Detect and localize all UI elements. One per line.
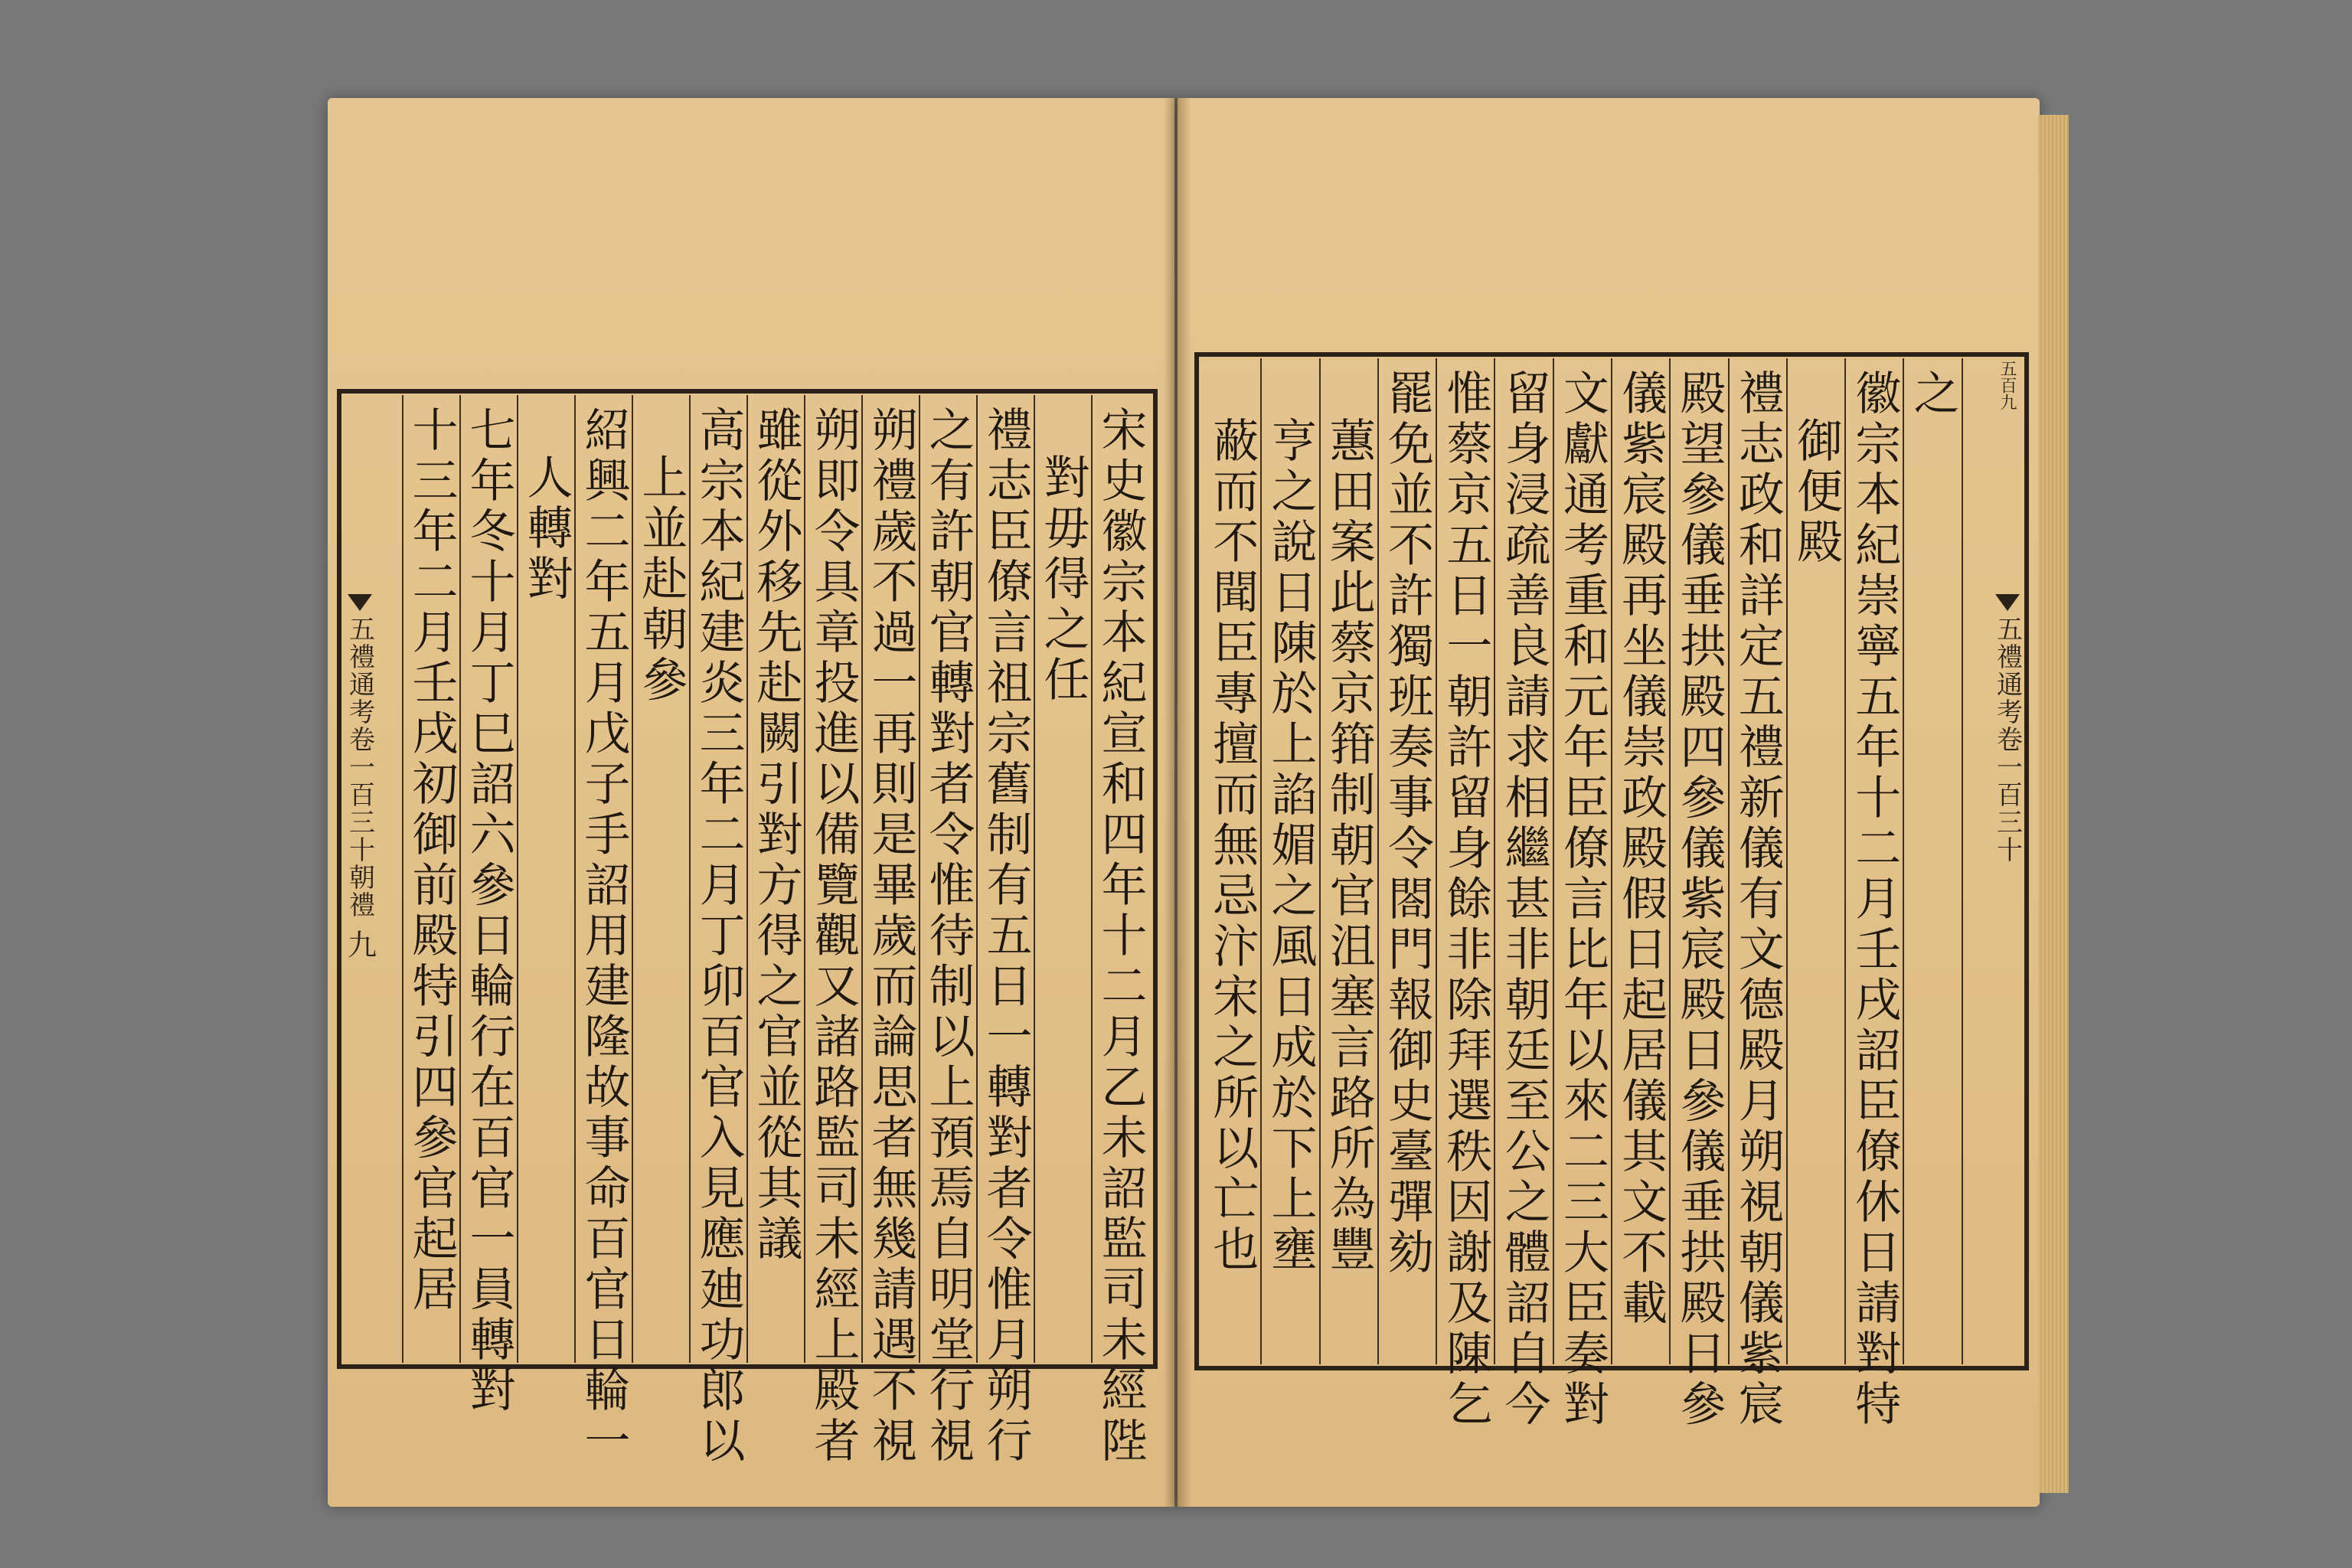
column-text: 七年冬十月丁巳詔六參日輪行在百官一員轉對 [462, 406, 516, 1416]
text-column [517, 395, 574, 1363]
column-text: 禮志政和詳定五禮新儀有文德殿月朔視朝儀紫宸 [1730, 369, 1785, 1430]
text-column [746, 395, 804, 1363]
column-text: 儀紫宸殿再坐儀崇政殿假日起居儀其文不載 [1614, 369, 1668, 1329]
text-column [1844, 358, 1903, 1430]
text-column [1903, 358, 1961, 1364]
text-column [402, 395, 459, 1363]
leaf-number: 五百九 [1998, 360, 2017, 410]
text-column [919, 395, 976, 1467]
right-margin-heading [1991, 590, 2024, 864]
text-column [1091, 395, 1148, 1467]
column-text: 高宗本紀建炎三年二月丁卯百官入見應廸功郎以 [691, 406, 746, 1467]
text-column [1786, 358, 1844, 1364]
commentary-column [1204, 358, 1260, 1364]
column-text: 對毋得之任 [1036, 453, 1090, 706]
text-column [1377, 358, 1436, 1364]
column-text: 徽宗本紀崇寧五年十二月壬戌詔臣僚休日請對特 [1847, 369, 1902, 1430]
book-spine [1164, 98, 1191, 1507]
column-text: 紹興二年五月戊子手詔用建隆故事命百官日輪一 [577, 406, 631, 1467]
column-text: 留身浸疏善良請求相繼甚非朝廷至公之體詔自今 [1497, 369, 1551, 1430]
column-text: 上並赴朝參 [634, 453, 688, 706]
text-column [1553, 358, 1611, 1430]
text-column [804, 395, 861, 1467]
column-text: 之有許朝官轉對者令惟待制以上預焉自明堂行視 [921, 406, 975, 1467]
text-column [1034, 395, 1091, 1363]
column-text: 文獻通考重和元年臣僚言比年以來二三大臣奏對 [1555, 369, 1609, 1430]
column-text: 之 [1906, 369, 1960, 420]
column-text: 蔽而不聞臣專擅而無忌汴宋之所以亡也 [1205, 416, 1259, 1276]
margin-title: 五禮通考卷一百三十朝禮 [344, 616, 375, 919]
commentary-column [1319, 358, 1377, 1364]
text-column [1436, 358, 1494, 1430]
left-margin-heading [343, 590, 377, 959]
column-text: 禮志臣僚言祖宗舊制有五日一轉對者令惟月朔行 [978, 406, 1033, 1467]
text-column [632, 395, 689, 1363]
margin-title: 五禮通考卷一百三十 [1991, 616, 2023, 864]
column-text: 朔禮歲不過一再則是畢歲而論思者無幾請遇不視 [864, 406, 918, 1467]
column-text: 蕙田案此蔡京箝制朝官沮塞言路所為豐 [1321, 416, 1376, 1276]
column-text: 雖從外移先赴闕引對方得之官並從其議 [749, 406, 803, 1265]
text-column [1669, 358, 1727, 1430]
text-column [1494, 358, 1552, 1430]
text-column [976, 395, 1034, 1467]
commentary-column [1260, 358, 1318, 1364]
column-text: 惟蔡京五日一朝許留身餘非除拜選秩因謝及陳乞 [1439, 369, 1493, 1430]
fish-tail-mark-icon [1995, 594, 2020, 611]
text-column [459, 395, 517, 1416]
text-column [861, 395, 919, 1467]
column-text: 宋史徽宗本紀宣和四年十二月乙未詔監司未經陛 [1093, 406, 1148, 1467]
fish-tail-mark-icon [348, 594, 372, 611]
text-column [1728, 358, 1786, 1430]
column-text: 朔即令具章投進以備覽觀又諸路監司未經上殿者 [806, 406, 861, 1467]
column-text: 御便殿 [1789, 416, 1844, 568]
text-column [1611, 358, 1669, 1364]
column-text: 人轉對 [519, 453, 573, 605]
column-text: 亨之說日陳於上諂媚之風日成於下上壅 [1263, 416, 1318, 1276]
page-edges [2038, 115, 2069, 1493]
page-number: 九 [342, 929, 377, 959]
column-text: 罷免並不許獨班奏事令閤門報御史臺彈劾 [1380, 369, 1435, 1279]
text-column [574, 395, 632, 1467]
column-text: 十三年二月壬戌初御前殿特引四參官起居 [404, 406, 459, 1315]
column-text: 殿望參儀垂拱殿四參儀紫宸殿日參儀垂拱殿日參 [1672, 369, 1726, 1430]
text-column [689, 395, 746, 1467]
right-page-columns [1204, 358, 2020, 1430]
left-page-columns [346, 395, 1148, 1467]
